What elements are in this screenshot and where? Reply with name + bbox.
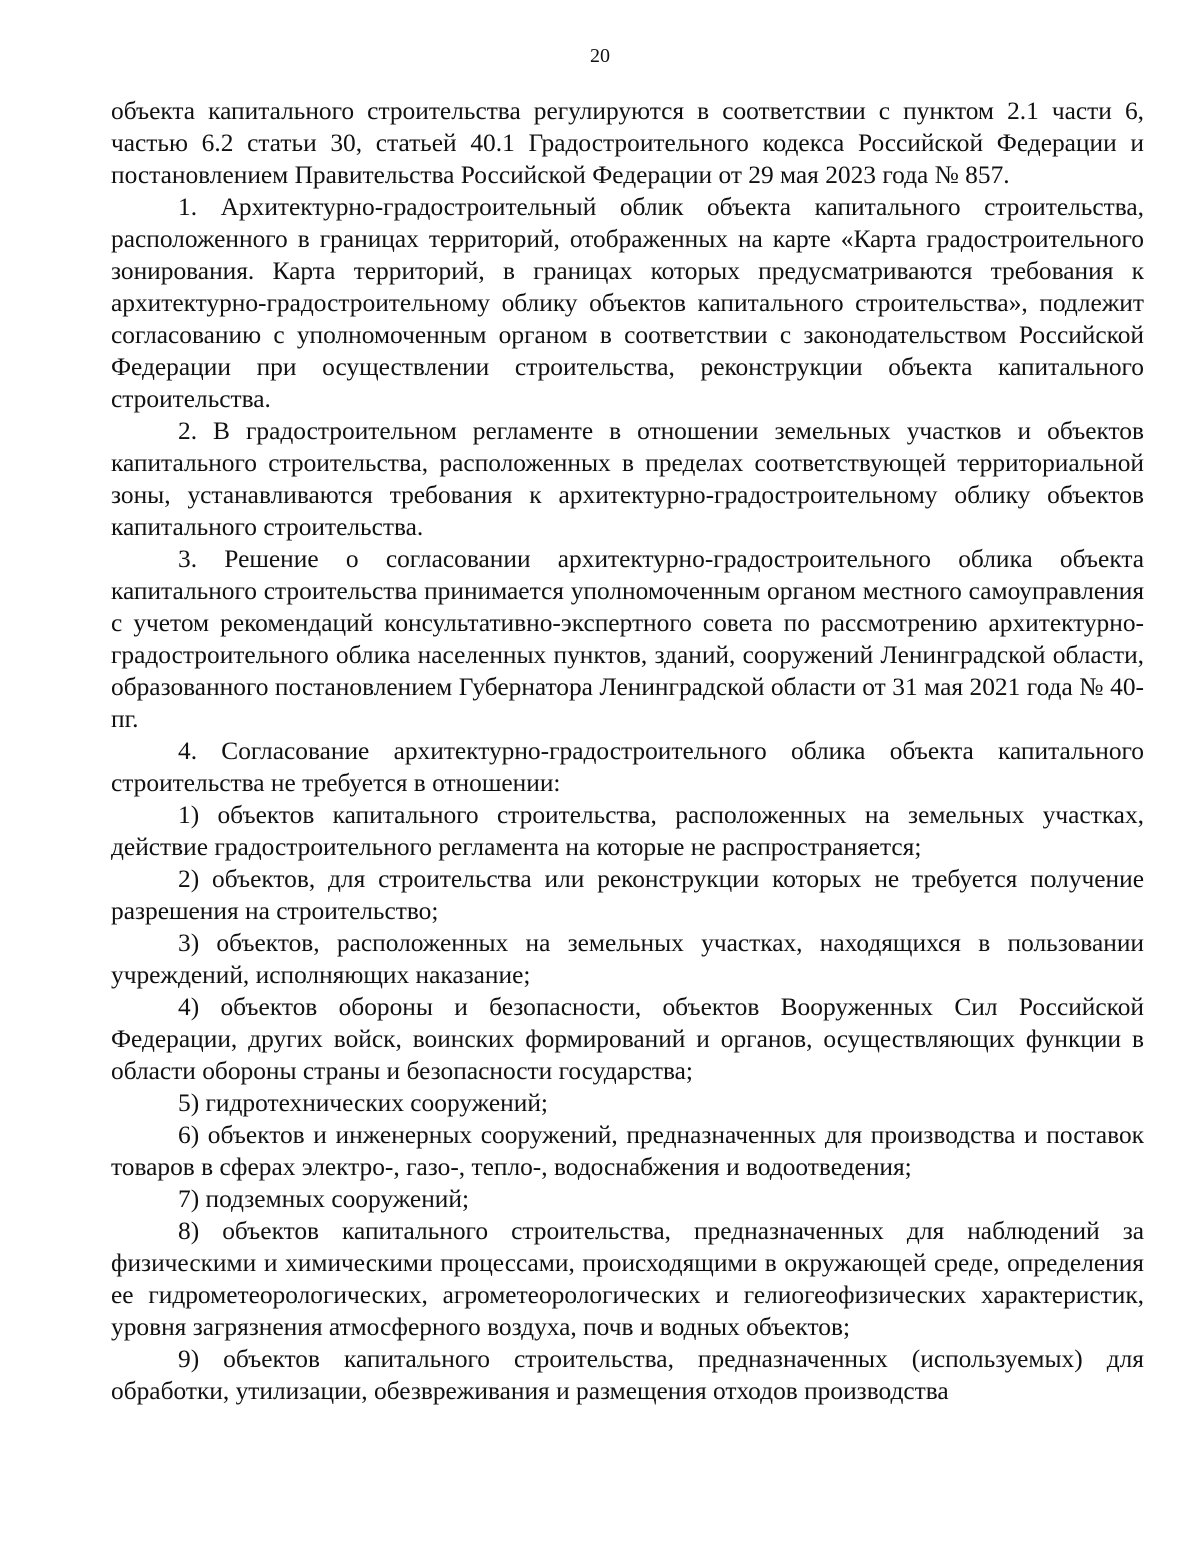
- list-item-9: 9) объектов капитального строительства, предназначенных (используемых) для обработки, утилизации, обезвреживания и размещения отходов производства: [111, 1345, 1144, 1405]
- paragraph-item-1: 1. Архитектурно-градостроительный облик объекта капитального строительства, расположенного в границах территорий, отображенных на карте «Карта градостроительного зонирования. Карта территорий, в границах которых предусматриваются требования к архитектурно-градостроительному облику объектов капитального строительства», подлежит согласованию с уполномоченным органом в соответствии с законодательством Российской Федерации при осуществлении строительства, реконструкции объекта капитального строительства.: [111, 193, 1144, 413]
- list-item-5: 5) гидротехнических сооружений;: [178, 1089, 548, 1117]
- paragraph-item-2: 2. В градостроительном регламенте в отношении земельных участков и объектов капитального строительства, расположенных в пределах соответствующей территориальной зоны, устанавливаются требования к архитектурно-градостроительному облику объектов капитального строительства.: [111, 417, 1144, 541]
- paragraph-continuation: объекта капитального строительства регулируются в соответствии с пунктом 2.1 части 6, частью 6.2 статьи 30, статьей 40.1 Градостроительного кодекса Российской Федерации и постановлением Правительства Российской Федерации от 29 мая 2023 года № 857.: [111, 97, 1144, 189]
- list-item-2: 2) объектов, для строительства или реконструкции которых не требуется получение разрешения на строительство;: [111, 865, 1144, 925]
- paragraph-item-3: 3. Решение о согласовании архитектурно-градостроительного облика объекта капитального строительства принимается уполномоченным органом местного самоуправления с учетом рекомендаций консультативно-экспертного совета по рассмотрению архитектурно-градостроительного облика населенных пунктов, зданий, сооружений Ленинградской области, образованного постановлением Губернатора Ленинградской области от 31 мая 2021 года № 40-пг.: [111, 545, 1144, 733]
- paragraph-item-4: 4. Согласование архитектурно-градостроительного облика объекта капитального строительства не требуется в отношении:: [111, 737, 1144, 797]
- list-item-8: 8) объектов капитального строительства, предназначенных для наблюдений за физическими и химическими процессами, происходящими в окружающей среде, определения ее гидрометеорологических, агрометеорологических и гелиогеофизических характеристик, уровня загрязнения атмосферного воздуха, почв и водных объектов;: [111, 1217, 1144, 1341]
- list-item-3: 3) объектов, расположенных на земельных участках, находящихся в пользовании учреждений, исполняющих наказание;: [111, 929, 1144, 989]
- page-number: 20: [590, 45, 610, 67]
- list-item-1: 1) объектов капитального строительства, расположенных на земельных участках, действие градостроительного регламента на которые не распространяется;: [111, 801, 1144, 861]
- list-item-4: 4) объектов обороны и безопасности, объектов Вооруженных Сил Российской Федерации, других войск, воинских формирований и органов, осуществляющих функции в области обороны страны и безопасности государства;: [111, 993, 1144, 1085]
- list-item-6: 6) объектов и инженерных сооружений, предназначенных для производства и поставок товаров в сферах электро-, газо-, тепло-, водоснабжения и водоотведения;: [111, 1121, 1144, 1181]
- document-body: [111, 95, 1144, 1407]
- list-item-7: 7) подземных сооружений;: [178, 1185, 470, 1213]
